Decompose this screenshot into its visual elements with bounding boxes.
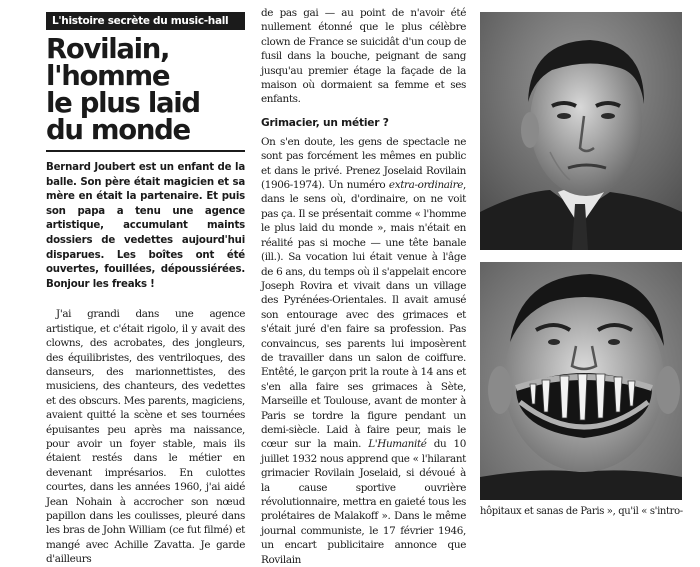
article-lead: Bernard Joubert est un enfant de la balle. Son père était magicien et sa mère en était la partenaire. Et puis son papa a tenu une agence artistique, accumulant maints dossiers de vedettes aujourd'hui disparues. Les boîtes ont été ouvertes, fouillées, dépoussiérées. Bonjour les freaks ! <box>46 162 245 290</box>
headline-line-1: Rovilain, <box>46 33 170 65</box>
body-paragraph-continued: de pas gai — au point de n'avoir été nullement étonné que le plus célèbre clown de France se suicidât d'un coup de fusil dans la bouche, peignant de sang jusqu'au premier étage la façade de la maison où dormaient sa femme et ses enfants. <box>261 7 466 106</box>
grimace-photo <box>480 262 682 500</box>
article-headline <box>46 33 245 146</box>
section-subhead: Grimacier, un métier ? <box>261 116 389 129</box>
middle-column-body-2 <box>261 135 466 567</box>
middle-column-body <box>261 6 466 107</box>
portrait-photo <box>480 12 682 250</box>
photo-caption: hôpitaux et sanas de Paris », qu'il « s'intro- <box>480 506 683 517</box>
text-run: , dans le sens où, d'ordinaire, on ne voit pas ça. Il se présentait comme « l'homme le plus laid du monde », mais n'était en réalité pas si moche — une tête banale (ill.). Sa vocation lui était venue à l'âge de 6 ans, du temps où il s'appelait encore Joseph Rovira et vivait dans un village des Pyrénées-Orientales. Il avait amusé son entourage avec des grimaces et s'était juré d'en faire sa profession. Pas convaincus, ses parents lui imposèrent de travailler dans un salon de coiffure. Entêté, le garçon prit la route à 14 ans et s'en alla faire ses grimaces à Sète, Marseille et Toulouse, avant de monter à Paris se tordre la figure pendant un demi-siècle. Laid à faire peur, mais le cœur sur la main. <box>261 179 466 451</box>
headline-line-3: le plus laid <box>46 87 200 119</box>
headline-rule <box>46 150 245 152</box>
headline-line-2: l'homme <box>46 60 170 92</box>
left-column <box>46 0 245 567</box>
body-paragraph: J'ai grandi dans une agence artistique, et c'était rigolo, il y avait des clowns, des acrobates, des jongleurs, des équilibristes, des ventriloques, des danseurs, des marionnettistes, des musiciens, des chanteurs, des vedettes et des obscurs. Mes parents, magiciens, avaient quitté la scène et ses tournées épuisantes peu après ma naissance, pour avoir un foyer stable, mais ils étaient restés dans le métier en devenant imprésarios. En culottes courtes, dans les années 1960, j'ai aidé Jean Nohain à accrocher son nœud papillon dans les coulisses, pleuré dans les bras de John William (ce fut filmé) et mangé avec Achille Zavatta. Je garde d'ailleurs <box>46 308 245 566</box>
middle-column <box>261 0 466 567</box>
section-rubric: L'histoire secrète du music-hall <box>46 12 245 30</box>
grimace-illustration <box>480 262 682 500</box>
portrait-illustration <box>480 12 682 250</box>
text-run: du 10 juillet 1932 nous apprend que « l'hilarant grimacier Rovilain Joselaid, si dévoué à la cause sportive ouvrière révolutionnaire, mettra en gaieté tous les prolétaires de Malakoff ». Dans le même journal communiste, le 17 février 1946, un encart publicitaire annonce que Rovilain <box>261 438 466 566</box>
emphasis-text: extra-ordinaire <box>388 179 464 192</box>
left-column-body <box>46 307 245 566</box>
body-paragraph <box>261 135 466 567</box>
text-run: On s'en doute, les gens de spectacle ne sont pas forcément les mêmes en public et dans le privé. Prenez Joselaid Rovilain (1906-1974). Un numéro <box>261 135 466 192</box>
newspaper-title: L'Humanité <box>368 438 427 451</box>
headline-line-4: du monde <box>46 114 190 146</box>
